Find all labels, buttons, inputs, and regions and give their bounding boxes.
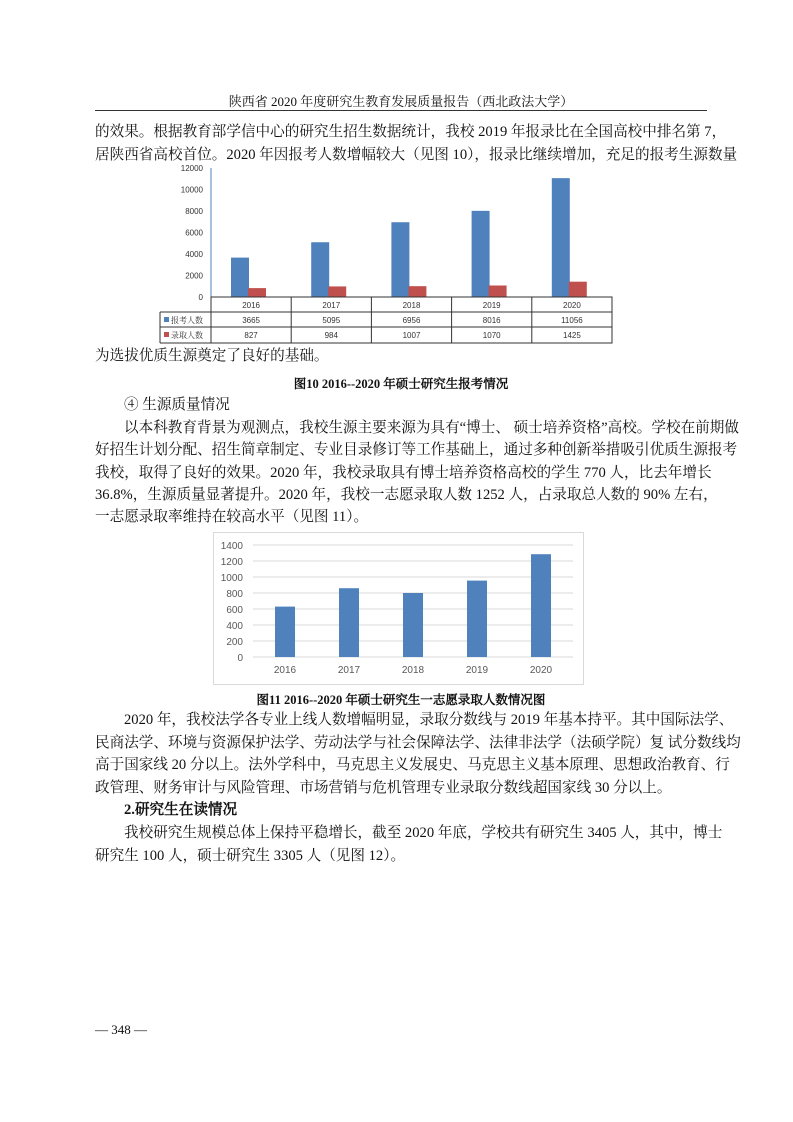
figure-caption: 图10 2016--2020 年硕士研究生报考情况: [293, 377, 509, 391]
y-tick-label: 6000: [185, 228, 203, 238]
text-line: 民商法学、环境与资源保护法学、劳动法学与社会保障法学、法律非法学（法硕学院）复 试分数线均: [95, 735, 741, 751]
x-tick-label: 2020: [529, 665, 553, 676]
running-header: 陕西省 2020 年度研究生教育发展质量报告（西北政法大学）: [228, 94, 574, 109]
data-label: 1070: [482, 331, 501, 340]
section-heading: 2.研究生在读情况: [124, 802, 238, 818]
bar-applicants: [472, 211, 490, 297]
bar-admitted: [248, 288, 266, 297]
text-line: 的效果。根据教育部学信中心的研究生招生数据统计，我校 2019 年报录比在全国高校中排名第 7，: [95, 124, 727, 140]
text-line: 我校，取得了良好的效果。2020 年，我校录取具有博士培养资格高校的学生 770 人，比去年增长: [95, 465, 712, 481]
bar-applicants: [311, 242, 329, 297]
y-tick-label: 0: [237, 653, 243, 664]
text-line: 2020 年，我校法学各专业上线人数增幅明显，录取分数线与 2019 年基本持平。其中国际法学、: [124, 712, 734, 728]
x-category-label: 2016: [242, 301, 260, 310]
data-label: 984: [324, 331, 338, 340]
bar: [403, 593, 423, 657]
page-number: — 348 —: [95, 1022, 147, 1037]
x-tick-label: 2016: [273, 665, 297, 676]
text-line: 居陕西省高校首位。2020 年因报考人数增幅较大（见图 10），报录比继续增加，充足的报考生源数量: [95, 147, 738, 163]
data-label: 3665: [242, 316, 260, 325]
legend-swatch: [164, 332, 169, 337]
bar-admitted: [489, 285, 507, 297]
text-line: 好招生计划分配、招生简章制定、专业目录修订等工作基础上，通过多种创新举措吸引优质生源报考: [95, 442, 738, 458]
bar-applicants: [391, 222, 409, 297]
y-tick-label: 12000: [180, 164, 203, 173]
text-line: 一志愿录取率维持在较高水平（见图 11）。: [95, 509, 369, 525]
x-tick-label: 2018: [401, 665, 425, 676]
y-tick-label: 1400: [220, 541, 243, 552]
text-line: 我校研究生规模总体上保持平稳增长，截至 2020 年底，学校共有研究生 3405 人，其中，博士: [124, 825, 723, 841]
text-line: 高于国家线 20 分以上。法外学科中，马克思主义发展史、马克思主义基本原理、思想政治教育、行: [95, 757, 730, 773]
legend-swatch: [164, 317, 169, 322]
text-line: 研究生 100 人，硕士研究生 3305 人（见图 12）。: [95, 848, 406, 864]
text-line: 以本科教育背景为观测点，我校生源主要来源为具有“博士、 硕士培养资格”高校。学校在前期做: [124, 420, 739, 436]
y-tick-label: 800: [226, 589, 243, 600]
legend-label: 报考人数: [171, 316, 203, 325]
bar: [275, 607, 295, 657]
x-category-label: 2017: [322, 301, 341, 310]
y-tick-label: 4000: [185, 250, 203, 259]
chart-applicants-admitted: [150, 160, 620, 346]
data-label: 1007: [402, 331, 421, 340]
x-tick-label: 2017: [337, 665, 361, 676]
y-tick-label: 1200: [220, 557, 243, 568]
chart-first-choice-admitted: [213, 532, 584, 685]
figure-caption: 图11 2016--2020 年硕士研究生一志愿录取人数情况图: [256, 693, 546, 707]
x-tick-label: 2019: [465, 665, 489, 676]
data-label: 11056: [561, 316, 583, 325]
section-heading: ④ 生源质量情况: [124, 397, 230, 413]
text-line: 36.8%，生源质量显著提升。2020 年，我校一志愿录取人数 1252 人，占录取总人数的 90% 左右，: [95, 487, 718, 503]
bar-applicants: [231, 258, 249, 297]
data-label: 5095: [322, 316, 341, 325]
y-tick-label: 8000: [185, 207, 203, 216]
legend-label: 录取人数: [171, 331, 203, 340]
data-label: 1425: [563, 331, 581, 340]
bar: [339, 588, 359, 657]
bar: [467, 581, 487, 657]
header-rule: [95, 110, 707, 111]
bar: [531, 554, 551, 657]
text-line: 政管理、财务审计与风险管理、市场营销与危机管理专业录取分数线超国家线 30 分以上。: [95, 780, 672, 796]
y-tick-label: 2000: [185, 271, 203, 281]
bar-admitted: [569, 282, 587, 297]
data-label: 6956: [402, 316, 421, 325]
y-tick-label: 1000: [220, 573, 243, 584]
data-label: 8016: [482, 316, 501, 325]
data-label: 827: [244, 331, 258, 340]
bar-admitted: [328, 286, 346, 297]
y-tick-label: 200: [226, 637, 243, 648]
text-line: 为选拔优质生源奠定了良好的基础。: [95, 348, 329, 364]
x-category-label: 2018: [402, 301, 421, 310]
bar-admitted: [408, 286, 426, 297]
x-category-label: 2019: [482, 301, 501, 310]
y-tick-label: 0: [198, 293, 203, 302]
y-tick-label: 600: [226, 605, 243, 616]
bar-applicants: [552, 178, 570, 297]
y-tick-label: 10000: [180, 185, 203, 195]
y-tick-label: 400: [226, 621, 243, 632]
x-category-label: 2020: [563, 301, 581, 310]
